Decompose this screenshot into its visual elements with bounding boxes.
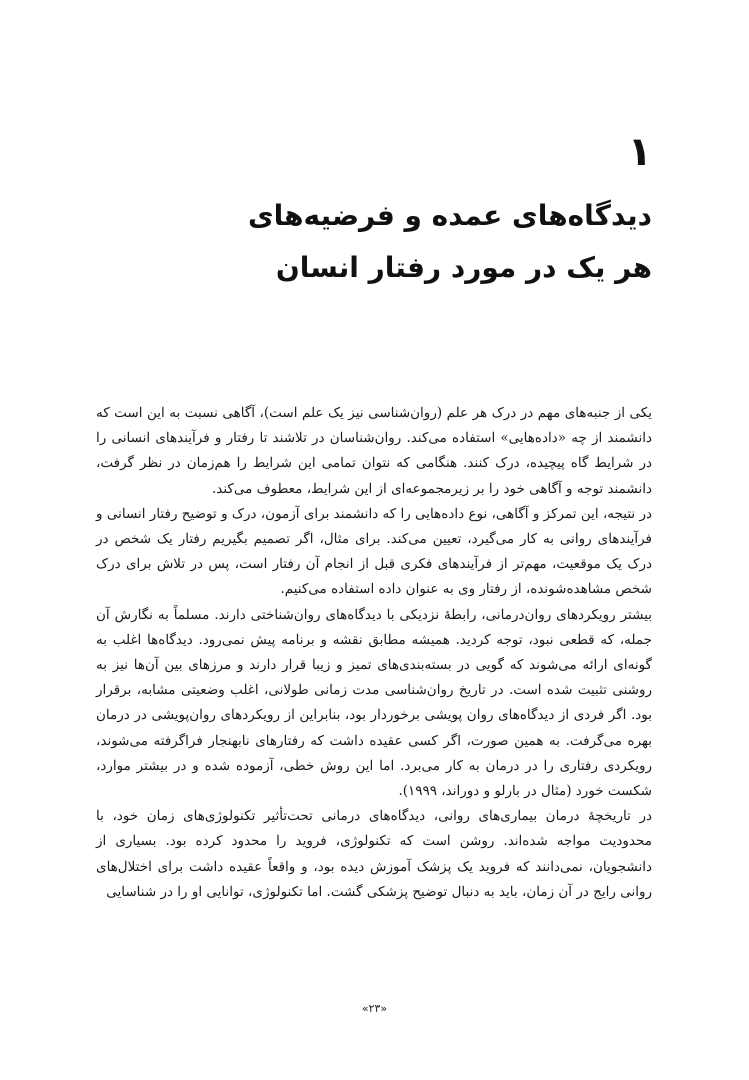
paragraph: در تاریخچهٔ درمان بیماری‌های روانی، دیدگاه‌های درمانی تحت‌تأثیر تکنولوژی‌های زمان خود، با محدودیت مواجه شده‌اند. روشن است که تکنولوژی، فروید را محدود کرده بود. بسیاری از دانشجویان، نمی‌دانند که فروید یک پزشک آموزش دیده بود، و واقعاً عقیده داشت برای اختلال‌های روانی رایج در آن زمان، باید به دنبال توضیح پزشکی گشت. اما تکنولوژی، توانایی او را در شناسایی xyxy=(96,808,652,900)
chapter-title xyxy=(92,190,652,294)
paragraph: در نتیجه، این تمرکز و آگاهی، نوع داده‌هایی را که دانشمند برای آزمون، درک و توضیح رفتار انسانی و فرآیندهای روانی به کار می‌گیرد، تعیین می‌کند. برای مثال، اگر تصمیم بگیریم رفتار یک شخص در درک یک موقعیت، مهم‌تر از فرآیندهای فکری قبل از انجام آن رفتار است، پس در تلاش برای درک شخص مشاهده‌شونده، از رفتار وی به عنوان داده استفاده می‌کنیم. xyxy=(96,505,652,598)
chapter-title-line-2: هر یک در مورد رفتار انسان xyxy=(275,251,652,284)
chapter-number: ۱ xyxy=(627,129,652,175)
chapter-title-line-1: دیدگاه‌های عمده و فرضیه‌های xyxy=(247,199,652,232)
page-number: «۲۳» xyxy=(361,1002,388,1015)
paragraph: بیشتر رویکردهای روان‌درمانی، رابطهٔ نزدیکی با دیدگاه‌های روان‌شناختی دارند. مسلماً به نگارش آن جمله، که قطعی نبود، توجه کردید. همیشه مطابق نقشه و برنامه پیش نمی‌رود. دیدگاه‌ها اغلب به گونه‌ای ارائه می‌شوند که گویی در بسته‌بندی‌های تمیز و زیبا قرار دارند و مرزهای بین آن‌ها نیز به روشنی تثبیت شده است. در تاریخ روان‌شناسی مدت زمانی طولانی، اغلب وضعیتی مشابه، برقرار بود. اگر فردی از دیدگاه‌های روان پویشی برخوردار بود، بنابراین از رویکردهای روان‌پویشی در درمان بهره می‌گرفت. به همین صورت، اگر کسی عقیده داشت که رفتارهای نابهنجار فراگرفته می‌شوند، رویکردی رفتاری را در درمان به کار می‌برد. اما این روش خطی، آزموده شده و در بیشتر موارد، شکست خورد (مثال در بارلو و دوراند، ۱۹۹۹). xyxy=(96,606,652,800)
paragraph: یکی از جنبه‌های مهم در درک هر علم (روان‌شناسی نیز یک علم است)، آگاهی نسبت به این است که دانشمند از چه «داده‌هایی» استفاده می‌کند. روان‌شناسان در تلاشند تا رفتار و فرآیندهای انسانی را در شرایط گاه پیچیده، درک کنند. هنگامی که نتوان تمامی این شرایط را هم‌زمان در نظر گرفت، دانشمند توجه و آگاهی خود را بر زیرمجموعه‌ای از این شرایط، معطوف می‌کند. xyxy=(96,405,652,497)
body-text xyxy=(96,401,652,905)
